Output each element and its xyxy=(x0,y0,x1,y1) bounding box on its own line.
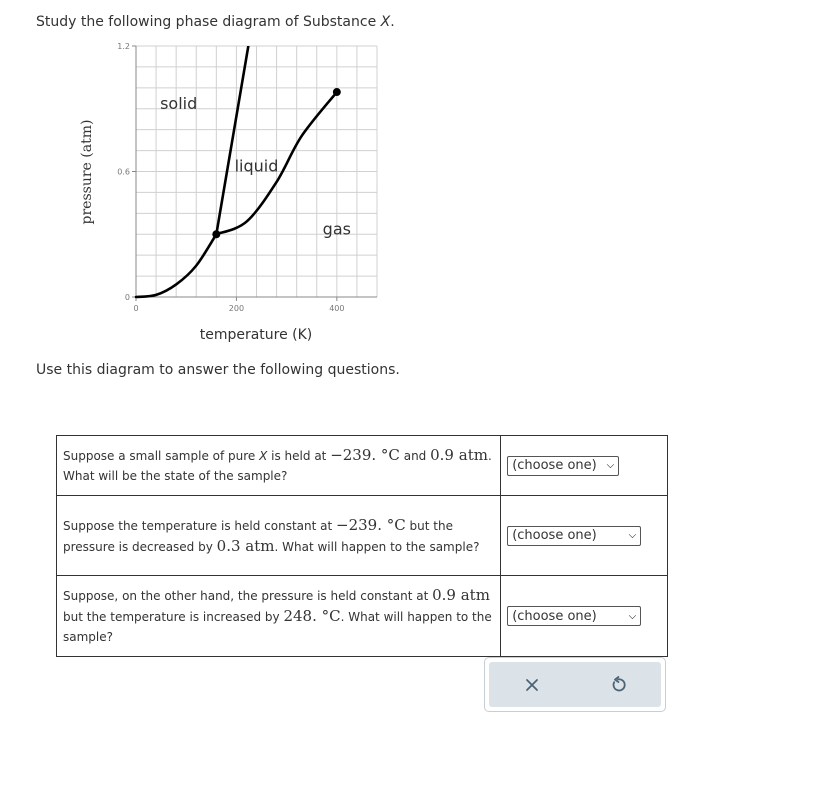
question-table xyxy=(56,435,668,657)
undo-button[interactable] xyxy=(598,670,638,700)
y-tick-label: 1.2 xyxy=(117,42,130,51)
phase-curve-melting xyxy=(216,0,259,234)
action-panel xyxy=(484,657,666,712)
y-tick-label: 0.6 xyxy=(117,167,130,177)
pressure-delta-value: 0.3 atm xyxy=(216,536,275,555)
close-icon xyxy=(524,677,540,693)
pressure-value: 0.9 atm xyxy=(432,586,490,604)
x-tick-label: 400 xyxy=(329,304,345,313)
chevron-down-icon: ⌵ xyxy=(628,530,637,541)
chart-regions xyxy=(160,94,351,239)
chevron-down-icon: ⌵ xyxy=(628,610,637,622)
triple-point xyxy=(212,230,220,238)
x-tick-label: 0 xyxy=(133,304,139,313)
question-row xyxy=(57,496,668,576)
phase-diagram xyxy=(0,0,815,350)
y-tick-label: 0 xyxy=(124,293,130,302)
chart-ticks xyxy=(117,42,344,313)
answer-select-3[interactable]: (choose one) ⌵ xyxy=(507,606,641,626)
question-1: Suppose a small sample of pure X is held at −239. °C and 0.9 atm. What will be the state of the sample? xyxy=(57,436,501,496)
instruction-text: Use this diagram to answer the following questions. xyxy=(36,362,400,378)
region-label-gas: gas xyxy=(322,219,351,239)
temperature-value: −239. °C xyxy=(330,446,400,464)
region-label-liquid: liquid xyxy=(234,156,279,176)
action-bar xyxy=(489,662,661,707)
answer-cell-3 xyxy=(501,576,668,657)
temperature-delta-value: 248. °C xyxy=(283,607,341,625)
temperature-value: −239. °C xyxy=(336,515,406,534)
intro-text: Study the following phase diagram of Substance X. xyxy=(36,14,395,30)
critical-point xyxy=(333,88,341,96)
question-row xyxy=(57,436,668,496)
question-2: Suppose the temperature is held constant at −239. °C but the pressure is decreased by 0.3 atm. What will happen to the sample? xyxy=(57,496,501,576)
pressure-value: 0.9 atm xyxy=(430,446,488,464)
undo-icon xyxy=(609,676,627,694)
question-row xyxy=(57,576,668,657)
region-label-solid: solid xyxy=(160,93,198,113)
answer-cell-1 xyxy=(501,436,668,496)
substance-name: X xyxy=(380,14,391,30)
y-axis-label: pressure (atm) xyxy=(79,119,95,225)
answer-select-1[interactable]: (choose one) ⌵ xyxy=(507,456,619,476)
question-3: Suppose, on the other hand, the pressure is held constant at 0.9 atm but the temperature is increased by 248. °C. What will happen to the sample? xyxy=(57,576,501,657)
x-tick-label: 200 xyxy=(228,304,245,313)
answer-cell-2 xyxy=(501,496,668,576)
x-axis-label: temperature (K) xyxy=(199,327,313,343)
clear-button[interactable] xyxy=(512,670,552,700)
answer-select-2[interactable]: (choose one) ⌵ xyxy=(507,526,641,546)
chevron-down-icon: ⌵ xyxy=(606,460,615,471)
